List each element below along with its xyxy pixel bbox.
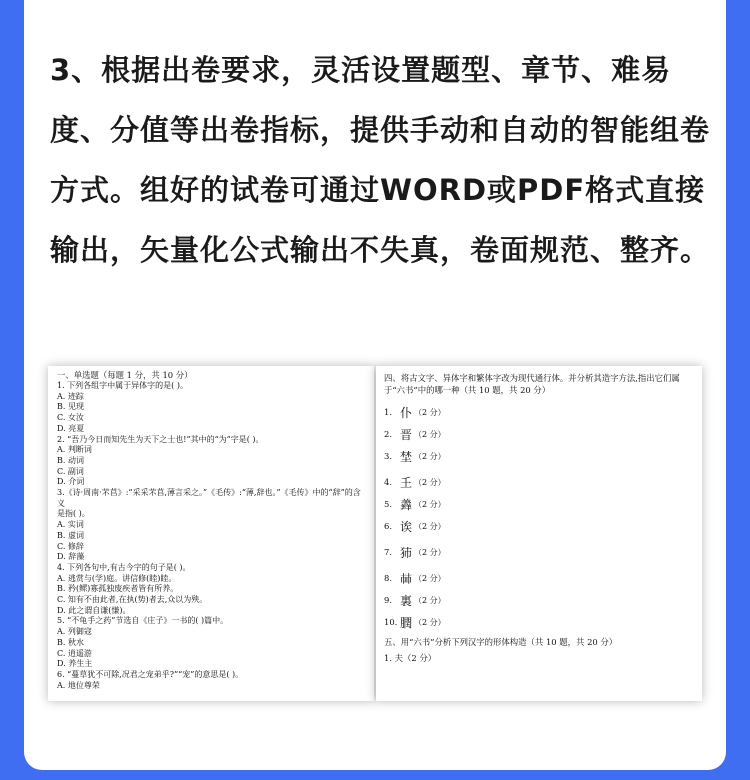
item-glyph: 膶 [400, 615, 413, 630]
question-line: B. 秋水 [57, 637, 84, 647]
item-score: （2 分） [414, 499, 446, 509]
question-line: C. 知有不由此者,在执(势)者去,众以为殃。 [57, 595, 208, 605]
item-glyph: 仆 [400, 405, 413, 420]
item-score: （2 分） [414, 521, 446, 531]
question-line: C. 副词 [57, 466, 84, 476]
item-number: 6. [384, 521, 392, 531]
item-glyph: 诶 [400, 519, 413, 534]
exam-preview-right [376, 366, 702, 701]
character-item [376, 520, 702, 532]
item-glyph: 埜 [400, 449, 413, 464]
item-score: （2 分） [414, 547, 446, 557]
question-line: 2. “吾乃今日而知先生为天下之士也!”其中的“为”字是( )。 [57, 434, 264, 444]
intro-text: 3、根据出卷要求，灵活设置题型、章节、难易度、分值等出卷指标，提供手动和自动的智能组卷方式。组好的试卷可通过WORD或PDF格式直接输出，矢量化公式输出不失真，卷面规范、整齐。 [50, 53, 711, 267]
character-item [376, 546, 702, 558]
section-title: 四、将古文字、异体字和繁体字改为现代通行体。并分析其造字方法,指出它们属于“六书”中的哪一种（共 10 题，共 20 分） [384, 373, 680, 395]
question-line: D. 养生主 [57, 659, 93, 669]
content-card [24, 0, 726, 770]
question-line: C. 女汝 [57, 413, 84, 423]
item-glyph: 犻 [400, 545, 413, 560]
question-line: A. 实词 [57, 520, 84, 530]
item-glyph: 晋 [400, 427, 413, 442]
item-score: （2 分） [414, 429, 446, 439]
item-number: 3. [384, 451, 392, 461]
question-line: B. 矜(鳏)寡孤独废疾者皆有所养。 [57, 584, 179, 594]
item-number: 9. [384, 595, 392, 605]
question-line: 6. “蔓草犹不可除,况君之宠弟乎?”“宠”的意思是( )。 [57, 669, 244, 679]
item-glyph: 𢂏 [400, 571, 413, 586]
item-number: 1. [384, 407, 392, 417]
item-number: 5. [384, 499, 392, 509]
character-item [376, 476, 702, 488]
question-line: D. 此之谓自谦(慊)。 [57, 605, 131, 615]
item-glyph: 裏 [400, 593, 413, 608]
item-number: 7. [384, 547, 392, 557]
item-number: 2. [384, 429, 392, 439]
question-line: 3.《诗·周南·芣苢》:“采采芣苢,薄言采之。”《毛传》:“薄,辞也。”《毛传》中的“辞”的含义 [57, 488, 361, 508]
question-line: A. 列御寇 [57, 627, 92, 637]
character-item [376, 450, 702, 462]
question-line: B. 动词 [57, 455, 84, 465]
character-item [376, 406, 702, 418]
question-line: B. 虚词 [57, 530, 84, 540]
question-line: D. 辞藻 [57, 552, 85, 562]
question-line: 1. 下列各组字中属于异体字的是( )。 [57, 381, 188, 390]
question-line: 是指( )。 [57, 509, 90, 519]
item-score: （2 分） [414, 573, 446, 583]
question-line: B. 见现 [57, 402, 84, 412]
question-line: C. 修辞 [57, 541, 84, 551]
section-title: 一、单选题（每题 1 分，共 10 分） [57, 370, 193, 380]
character-item [376, 594, 702, 606]
item-glyph: 𡈼 [400, 475, 413, 490]
character-item [376, 428, 702, 440]
item-number: 10. [384, 617, 398, 627]
question-list [48, 381, 374, 691]
question-line: A. 地位尊荣 [57, 680, 100, 690]
item-score: （2 分） [414, 407, 446, 417]
character-item [376, 616, 702, 628]
question-line: 4. 下列各句中,有古今字的句子是( )。 [57, 562, 191, 572]
question-line: A. 逃赏与(学)庭。讲信修(睦)睦。 [57, 573, 177, 583]
item-score: （2 分） [414, 477, 446, 487]
question-line: D. 亮夏 [57, 423, 85, 433]
character-list [376, 406, 702, 628]
item-score: （2 分） [414, 617, 446, 627]
item-number: 4. [384, 477, 392, 487]
item-score: （2 分） [414, 451, 446, 461]
character-item [376, 572, 702, 584]
item-number: 8. [384, 573, 392, 583]
question-line: 5. “不龟手之药”节选自《庄子》一书的( )篇中。 [57, 616, 229, 626]
character-item [376, 498, 702, 510]
question-line: A. 判断词 [57, 445, 92, 455]
exam-preview-left [48, 366, 374, 701]
question-line: A. 迹踪 [57, 391, 84, 401]
section-five-title: 五、用“六书”分析下列汉字的形体构造（共 10 题，共 20 分） [384, 637, 618, 647]
item-glyph: 羴 [400, 497, 413, 512]
section-five-first-item: 1. 夫（2 分） [384, 653, 437, 663]
question-line: C. 逍遥游 [57, 648, 92, 658]
question-line: D. 介词 [57, 477, 85, 487]
item-score: （2 分） [414, 595, 446, 605]
